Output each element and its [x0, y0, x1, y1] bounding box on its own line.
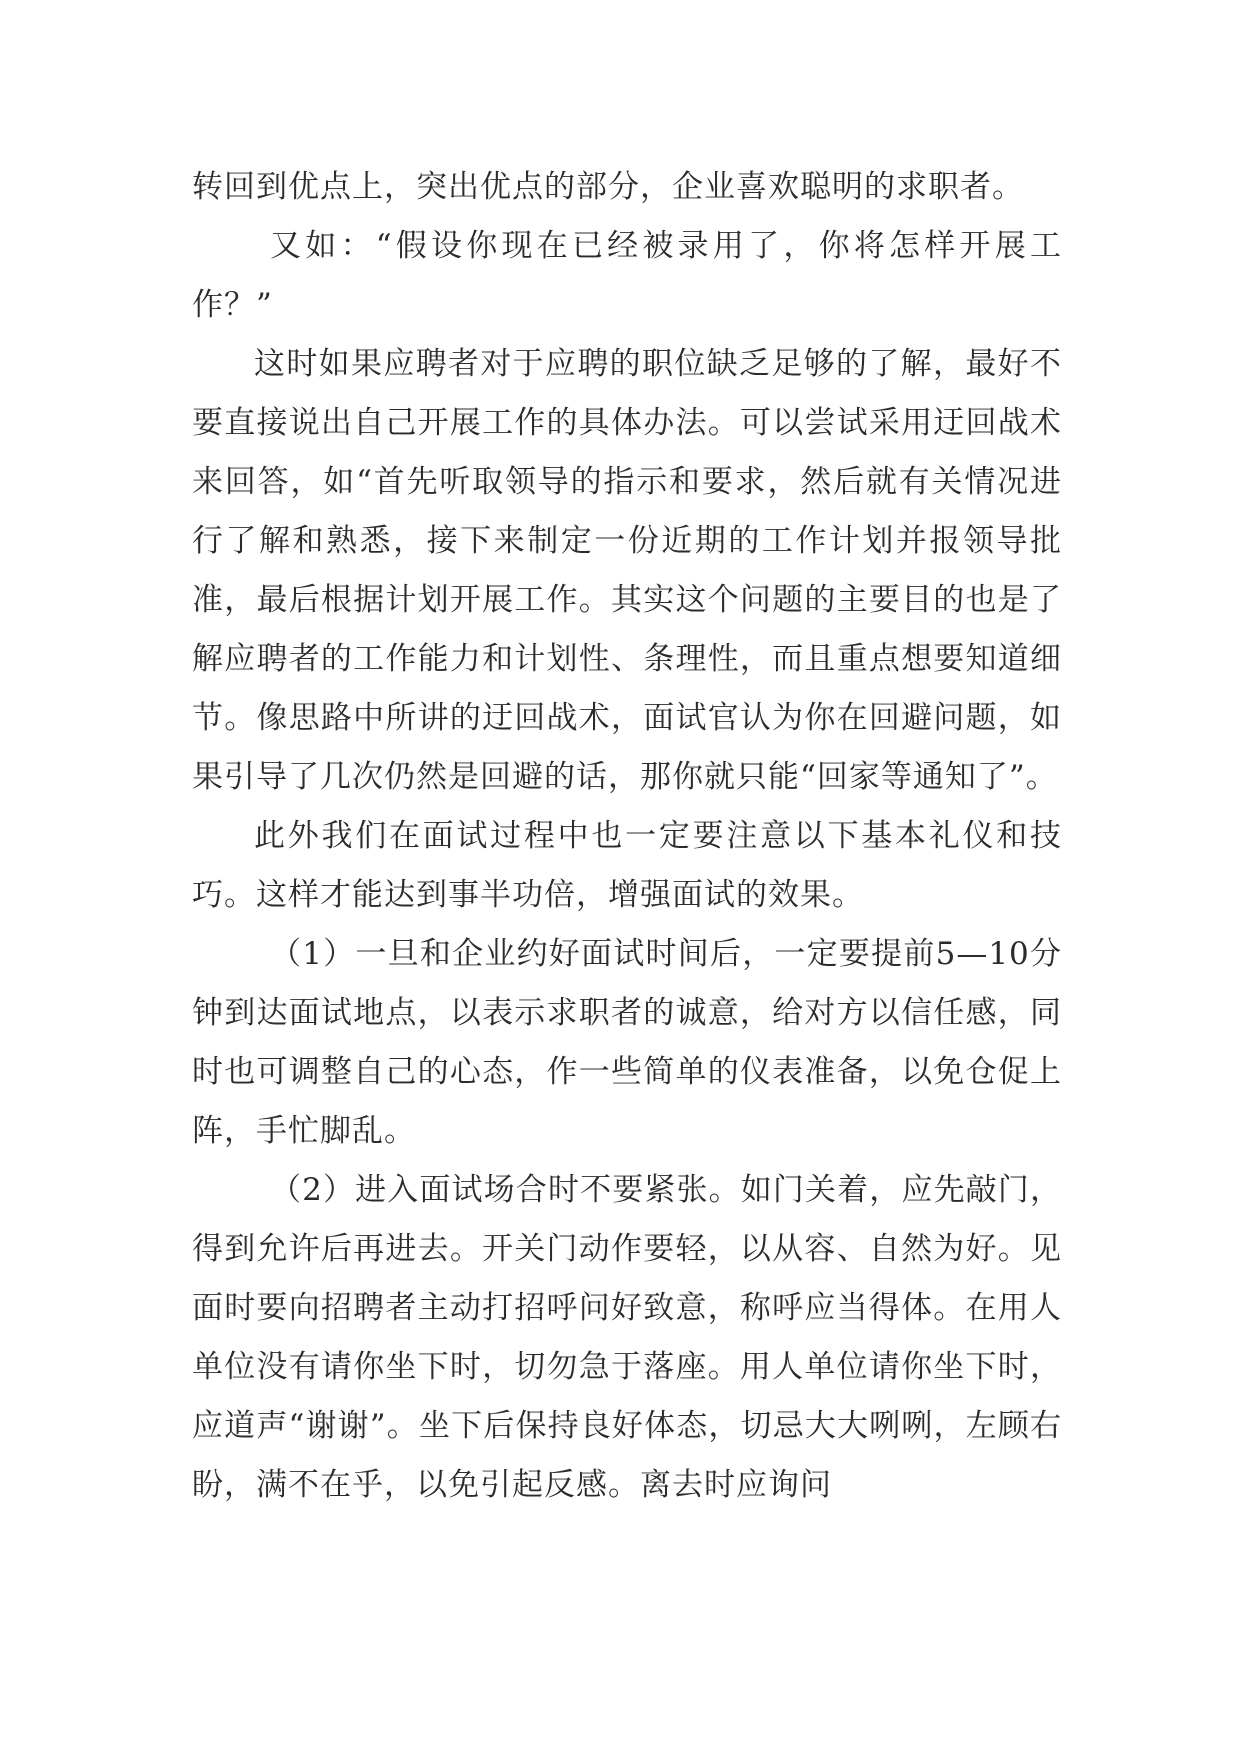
- paragraph-example-question: 又如：“假设你现在已经被录用了，你将怎样开展工作？”: [192, 228, 1062, 323]
- paragraph-item-1: （1）一旦和企业约好面试时间后，一定要提前5—10分钟到达面试地点，以表示求职者的诚意，给对方以信任感，同时也可调整自己的心态，作一些简单的仪表准备，以免仓促上阵，手忙脚乱。: [192, 936, 1062, 1149]
- paragraph-item-2: （2）进入面试场合时不要紧张。如门关着，应先敲门，得到允许后再进去。开关门动作要轻，以从容、自然为好。见面时要向招聘者主动打招呼问好致意，称呼应当得体。在用人单位没有请你坐下时，切勿急于落座。用人单位请你坐下时，应道声“谢谢”。坐下后保持良好体态，切忌大大咧咧，左顾右盼，满不在乎，以免引起反感。离去时应询问: [192, 1172, 1062, 1503]
- paragraph-answer-strategy: 这时如果应聘者对于应聘的职位缺乏足够的了解，最好不要直接说出自己开展工作的具体办法。可以尝试采用迂回战术来回答，如“首先听取领导的指示和要求，然后就有关情况进行了解和熟悉，接下来制定一份近期的工作计划并报领导批准，最后根据计划开展工作。其实这个问题的主要目的也是了解应聘者的工作能力和计划性、条理性，而且重点想要知道细节。像思路中所讲的迂回战术，面试官认为你在回避问题，如果引导了几次仍然是回避的话，那你就只能“回家等通知了”。: [192, 346, 1062, 795]
- paragraph-continuation: 转回到优点上，突出优点的部分，企业喜欢聪明的求职者。: [192, 169, 1024, 205]
- paragraph-etiquette-intro: 此外我们在面试过程中也一定要注意以下基本礼仪和技巧。这样才能达到事半功倍，增强面试的效果。: [192, 818, 1062, 913]
- document-body: [192, 158, 1062, 1515]
